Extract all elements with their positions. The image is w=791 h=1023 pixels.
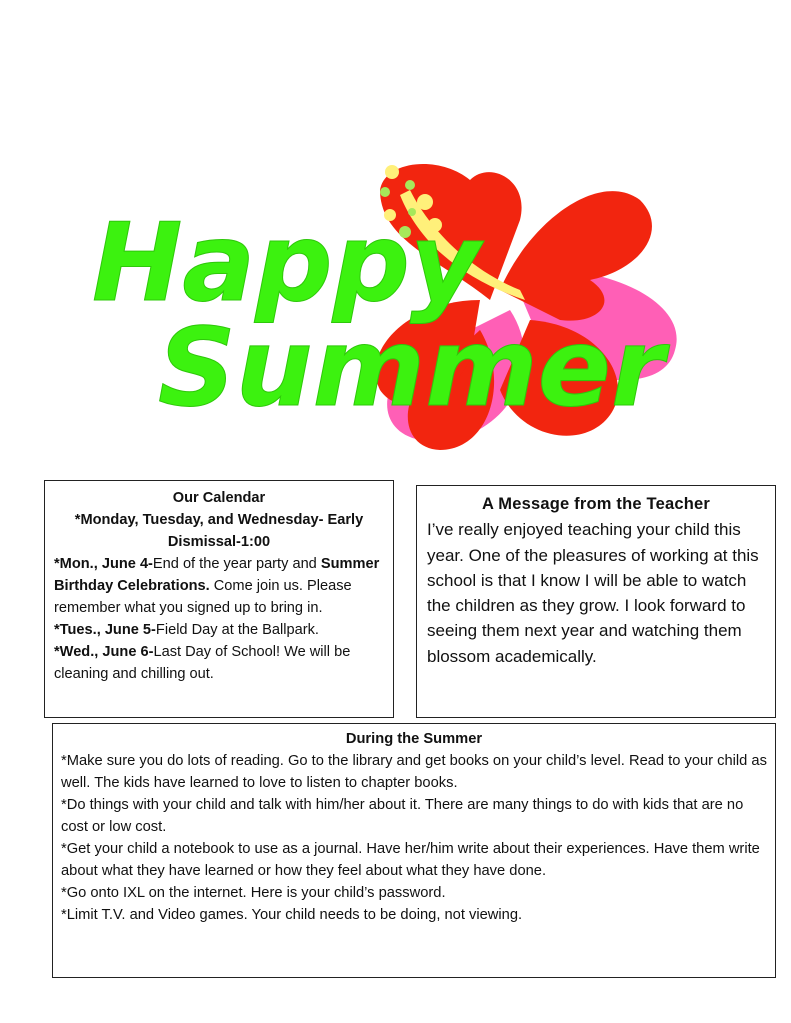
hibiscus-flower-icon [80, 150, 700, 460]
entry-highlight: Summer Birthday Celebrations. [54, 556, 380, 594]
banner-summer: Summer [158, 306, 665, 431]
banner-happy: Happy [92, 201, 481, 326]
entry-date: *Wed., June 6- [54, 644, 154, 660]
entry-text: End of the year party and [152, 556, 321, 572]
calendar-entry-tue [54, 619, 384, 641]
summer-tip: *Limit T.V. and Video games. Your child needs to be doing, not viewing. [61, 907, 523, 923]
summer-tip: *Go onto IXL on the internet. Here is your child’s password. [61, 885, 446, 901]
message-body: I’ve really enjoyed teaching your child this year. One of the pleasures of working at this school is that I know I will be able to watch the children as they grow. I look forward to seeing them next year and watching them blossom academically. [427, 520, 759, 666]
summer-tip: *Do things with your child and talk with him/her about it. There are many things to do with kids that are no cost or low cost. [61, 797, 744, 835]
entry-date: *Mon., June 4- [54, 556, 153, 572]
entry-text-cont: Come join us. Please remember what you signed up to bring in. [54, 578, 352, 616]
calendar-entry-wed [54, 641, 384, 685]
summer-title: During the Summer [345, 731, 483, 747]
happy-summer-banner [80, 150, 700, 460]
calendar-entry-mon [54, 553, 384, 619]
early-dismissal-note: *Monday, Tuesday, and Wednesday- Early Dismissal-1:00 [74, 512, 364, 550]
entry-text: Last Day of School! We will be cleaning and chilling out. [54, 644, 351, 682]
summer-tips-box [52, 723, 776, 978]
entry-text: Field Day at the Ballpark. [155, 622, 319, 638]
summer-tip: *Get your child a notebook to use as a journal. Have her/him write about their experiences. Have them write about what they have learned or how they feel about what they have done. [61, 841, 760, 879]
calendar-box [44, 480, 394, 718]
teacher-message-box [416, 485, 776, 718]
message-title: A Message from the Teacher [481, 495, 711, 513]
summer-tip: *Make sure you do lots of reading. Go to the library and get books on your child’s level. Read to your child as well. The kids have learned to love to listen to chapter books. [61, 753, 767, 791]
entry-date: *Tues., June 5- [54, 622, 156, 638]
calendar-title: Our Calendar [172, 490, 266, 506]
